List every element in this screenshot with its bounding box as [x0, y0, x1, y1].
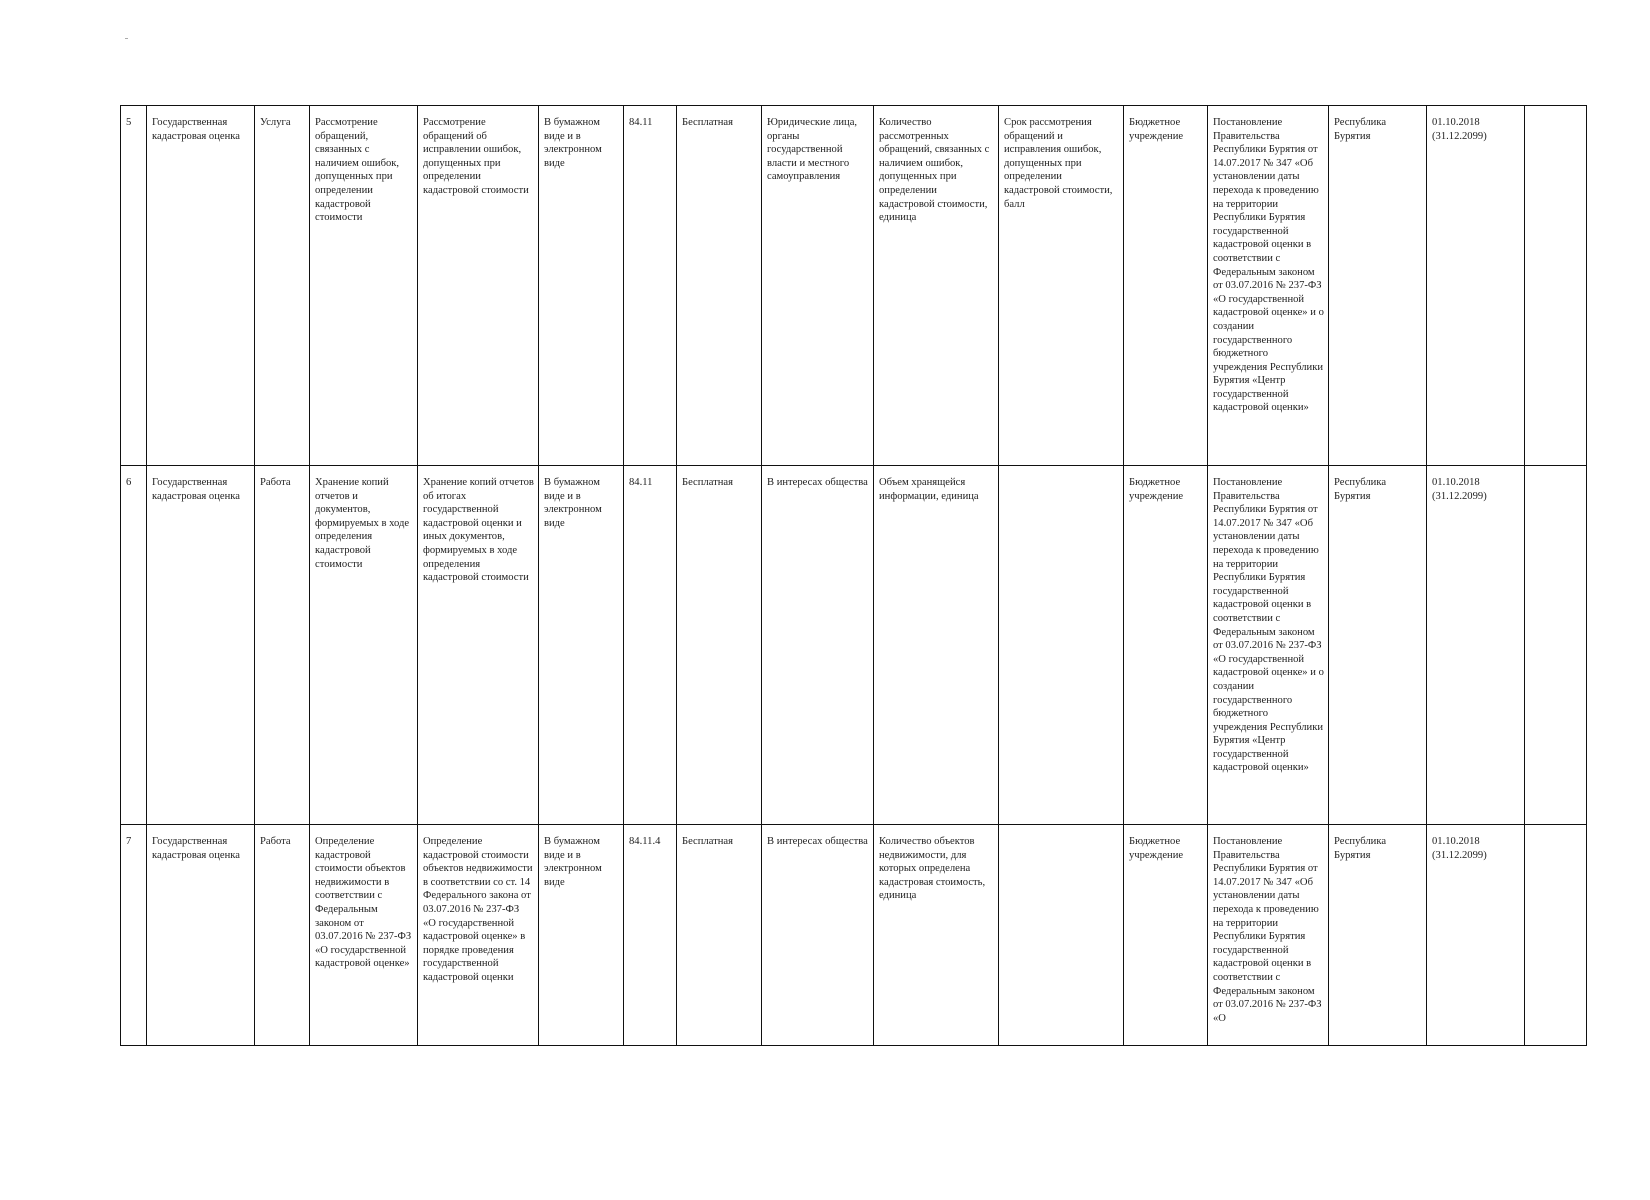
- cell-legal-basis: Постановление Правительства Республики Бурятия от 14.07.2017 № 347 «Об установлении даты перехода к проведению на территории Республики Бурятия государственной кадастровой оценки в соответствии с Федеральным законом от 03.07.2016 № 237-ФЗ «О: [1208, 825, 1329, 1046]
- registry-table: [120, 105, 1587, 1046]
- cell-description: Определение кадастровой стоимости объектов недвижимости в соответствии со ст. 14 Федерального закона от 03.07.2016 № 237-ФЗ «О государственной кадастровой оценке» в порядке проведения государственной кадастровой оценки: [418, 825, 539, 1046]
- cell-extra: [1525, 106, 1587, 466]
- cell-extra: [1525, 825, 1587, 1046]
- table-row: [121, 106, 1587, 466]
- table-row: [121, 825, 1587, 1046]
- cell-form: В бумажном виде и в электронном виде: [539, 466, 624, 825]
- cell-content: Определение кадастровой стоимости объектов недвижимости в соответствии с Федеральным законом от 03.07.2016 № 237-ФЗ «О государственной кадастровой оценке»: [310, 825, 418, 1046]
- cell-num: 7: [121, 825, 147, 1046]
- cell-quality-indicator: [999, 466, 1124, 825]
- table-row: [121, 466, 1587, 825]
- cell-payment: Бесплатная: [677, 106, 762, 466]
- cell-form: В бумажном виде и в электронном виде: [539, 106, 624, 466]
- cell-consumers: В интересах общества: [762, 466, 874, 825]
- cell-content: Рассмотрение обращений, связанных с наличием ошибок, допущенных при определении кадастровой стоимости: [310, 106, 418, 466]
- cell-legal-basis: Постановление Правительства Республики Бурятия от 14.07.2017 № 347 «Об установлении даты перехода к проведению на территории Республики Бурятия государственной кадастровой оценки в соответствии с Федеральным законом от 03.07.2016 № 237-ФЗ «О государственной кадастровой оценке» и о создании государственного бюджетного учреждения Республики Бурятия «Центр государственной кадастровой оценки»: [1208, 106, 1329, 466]
- cell-volume-indicator: Объем хранящейся информации, единица: [874, 466, 999, 825]
- cell-type: Работа: [255, 466, 310, 825]
- cell-num: 5: [121, 106, 147, 466]
- cell-region: Республика Бурятия: [1329, 106, 1427, 466]
- scan-mark: [125, 38, 128, 39]
- cell-quality-indicator: [999, 825, 1124, 1046]
- cell-dates: 01.10.2018 (31.12.2099): [1427, 825, 1525, 1046]
- cell-institution-type: Бюджетное учреждение: [1124, 466, 1208, 825]
- cell-content: Хранение копий отчетов и документов, формируемых в ходе определения кадастровой стоимости: [310, 466, 418, 825]
- cell-type: Услуга: [255, 106, 310, 466]
- cell-region: Республика Бурятия: [1329, 825, 1427, 1046]
- cell-quality-indicator: Срок рассмотрения обращений и исправления ошибок, допущенных при определении кадастровой стоимости, балл: [999, 106, 1124, 466]
- cell-okved: 84.11.4: [624, 825, 677, 1046]
- cell-dates: 01.10.2018 (31.12.2099): [1427, 466, 1525, 825]
- cell-consumers: Юридические лица, органы государственной власти и местного самоуправления: [762, 106, 874, 466]
- cell-type: Работа: [255, 825, 310, 1046]
- cell-legal-basis: Постановление Правительства Республики Бурятия от 14.07.2017 № 347 «Об установлении даты перехода к проведению на территории Республики Бурятия государственной кадастровой оценки в соответствии с Федеральным законом от 03.07.2016 № 237-ФЗ «О государственной кадастровой оценке» и о создании государственного бюджетного учреждения Республики Бурятия «Центр государственной кадастровой оценки»: [1208, 466, 1329, 825]
- cell-payment: Бесплатная: [677, 825, 762, 1046]
- cell-name: Государственная кадастровая оценка: [147, 825, 255, 1046]
- cell-volume-indicator: Количество объектов недвижимости, для которых определена кадастровая стоимость, единица: [874, 825, 999, 1046]
- cell-region: Республика Бурятия: [1329, 466, 1427, 825]
- cell-okved: 84.11: [624, 466, 677, 825]
- cell-consumers: В интересах общества: [762, 825, 874, 1046]
- cell-num: 6: [121, 466, 147, 825]
- cell-volume-indicator: Количество рассмотренных обращений, связанных с наличием ошибок, допущенных при определении кадастровой стоимости, единица: [874, 106, 999, 466]
- cell-okved: 84.11: [624, 106, 677, 466]
- cell-description: Хранение копий отчетов об итогах государственной кадастровой оценки и иных документов, формируемых в ходе определения кадастровой стоимости: [418, 466, 539, 825]
- cell-name: Государственная кадастровая оценка: [147, 466, 255, 825]
- cell-description: Рассмотрение обращений об исправлении ошибок, допущенных при определении кадастровой стоимости: [418, 106, 539, 466]
- cell-name: Государственная кадастровая оценка: [147, 106, 255, 466]
- cell-institution-type: Бюджетное учреждение: [1124, 825, 1208, 1046]
- cell-payment: Бесплатная: [677, 466, 762, 825]
- cell-institution-type: Бюджетное учреждение: [1124, 106, 1208, 466]
- cell-dates: 01.10.2018 (31.12.2099): [1427, 106, 1525, 466]
- cell-form: В бумажном виде и в электронном виде: [539, 825, 624, 1046]
- cell-extra: [1525, 466, 1587, 825]
